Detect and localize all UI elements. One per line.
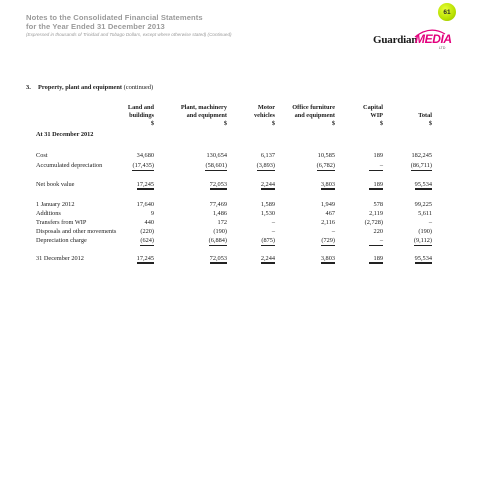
table-subheading: At 31 December 2012 [36,131,94,138]
row-label: Net book value [36,181,75,188]
cell-land: 17,640 [136,201,154,208]
row-label: Depreciation charge [36,237,87,244]
table-row [36,201,446,210]
column-header-line2: and equipment [186,112,227,119]
header-subtitle: (Expressed in thousands of Trinidad and Tobago Dollars, except where otherwise stated) (Continued) [26,32,232,38]
column-header-line1: Land and [127,104,154,111]
column-header-total [397,104,432,128]
cell-total: 95,534 [414,181,432,188]
cell-office: 10,585 [317,152,335,159]
column-header-plant [157,104,227,128]
cell-total: 5,611 [418,210,432,217]
column-header-line1: Capital [363,104,383,111]
cell-office: (729) [321,237,335,244]
cell-total: – [428,219,432,226]
cell-total: 95,534 [414,255,432,262]
column-header-land [114,104,154,128]
cell-plant: 172 [217,219,227,226]
row-label: Cost [36,152,48,159]
cell-office: 2,116 [321,219,335,226]
column-header-motor [235,104,275,128]
column-header-line1 [397,104,432,112]
cell-plant: 72,053 [209,255,227,262]
column-header-capital-wip [348,104,383,128]
column-header-line1: Plant, machinery [180,104,227,111]
table-row [36,152,446,161]
column-header-line2: WIP [370,112,383,119]
column-header-line2: buildings [129,112,154,119]
column-header-line2: vehicles [254,112,275,119]
table-row [36,181,446,190]
cell-plant: (6,884) [208,237,227,244]
section-number: 3. [26,84,31,91]
cell-capital-wip: 189 [369,255,383,264]
column-header-office [275,104,335,128]
cell-plant: (190) [213,228,227,235]
cell-plant: 72,053 [209,181,227,188]
cell-capital-wip: – [369,237,383,246]
header-title-line2: for the Year Ended 31 December 2013 [26,21,165,31]
cell-motor: 2,244 [260,255,275,262]
section-heading [26,84,153,91]
cell-office: 3,803 [320,181,335,188]
logo-word-media: MEDIA [415,32,452,46]
cell-office: 1,949 [320,201,335,208]
row-label: Additions [36,210,61,217]
cell-office: – [331,228,335,235]
cell-total: (86,711) [410,162,432,169]
row-label: 1 January 2012 [36,201,75,208]
column-header-line1: Motor [257,104,275,111]
cell-plant: 1,486 [212,210,227,217]
cell-plant: (58,601) [205,162,227,169]
column-header-unit: $ [379,120,383,127]
cell-motor: 6,137 [260,152,275,159]
logo-word-guardian: Guardian [373,34,418,46]
row-label: Accumulated depreciation [36,162,103,169]
section-continued: (continued) [123,84,154,91]
cell-land: (17,435) [132,162,154,169]
cell-motor: 2,244 [260,181,275,188]
cell-office: (6,782) [316,162,335,169]
table-row [36,237,446,246]
column-header-unit: $ [331,120,335,127]
cell-capital-wip: (2,728) [364,219,383,226]
page-number-badge [438,3,456,21]
column-header-line2: and equipment [294,112,335,119]
row-label: Disposals and other movements [36,228,117,235]
cell-land: (220) [140,228,154,235]
cell-plant: 77,469 [209,201,227,208]
cell-plant: 130,654 [206,152,227,159]
cell-land: 34,680 [136,152,154,159]
cell-capital-wip: 2,119 [369,210,383,217]
cell-office: 467 [325,210,335,217]
table-row [36,228,446,237]
cell-capital-wip: – [369,162,383,171]
cell-capital-wip: 578 [373,201,383,208]
column-header-unit: $ [223,120,227,127]
cell-land: 17,245 [136,255,154,262]
page-header [26,14,232,38]
cell-land: 17,245 [136,181,154,188]
column-header-unit: $ [150,120,154,127]
cell-office: 3,803 [320,255,335,262]
cell-total: 99,225 [414,201,432,208]
cell-total: (190) [418,228,432,235]
cell-capital-wip: 189 [369,181,383,190]
table-row [36,255,446,264]
row-label: 31 December 2012 [36,255,84,262]
cell-total: (9,112) [413,237,432,244]
column-header-line2: Total [418,112,432,119]
table-row [36,210,446,219]
row-label: Transfers from WIP [36,219,87,226]
cell-motor: (875) [261,237,275,244]
header-title-line1: Notes to the Consolidated Financial Statements [26,13,203,22]
column-header-unit: $ [428,120,432,127]
guardian-media-logo [373,32,452,52]
cell-motor: 1,589 [260,201,275,208]
column-header-line1: Office furniture [292,104,335,111]
cell-land: 440 [144,219,154,226]
table-row [36,219,446,228]
cell-capital-wip: 220 [373,228,383,235]
page-number: 61 [443,8,451,16]
cell-motor: 1,530 [260,210,275,217]
cell-total: 182,245 [411,152,432,159]
cell-land: (624) [140,237,154,244]
cell-motor: – [271,228,275,235]
table-row [36,162,446,171]
cell-capital-wip: 189 [373,152,383,159]
logo-suffix: LTD [439,46,446,50]
cell-motor: (3,893) [256,162,275,169]
cell-motor: – [271,219,275,226]
cell-land: 9 [150,210,154,217]
column-header-unit: $ [271,120,275,127]
section-title: Property, plant and equipment [38,84,123,91]
